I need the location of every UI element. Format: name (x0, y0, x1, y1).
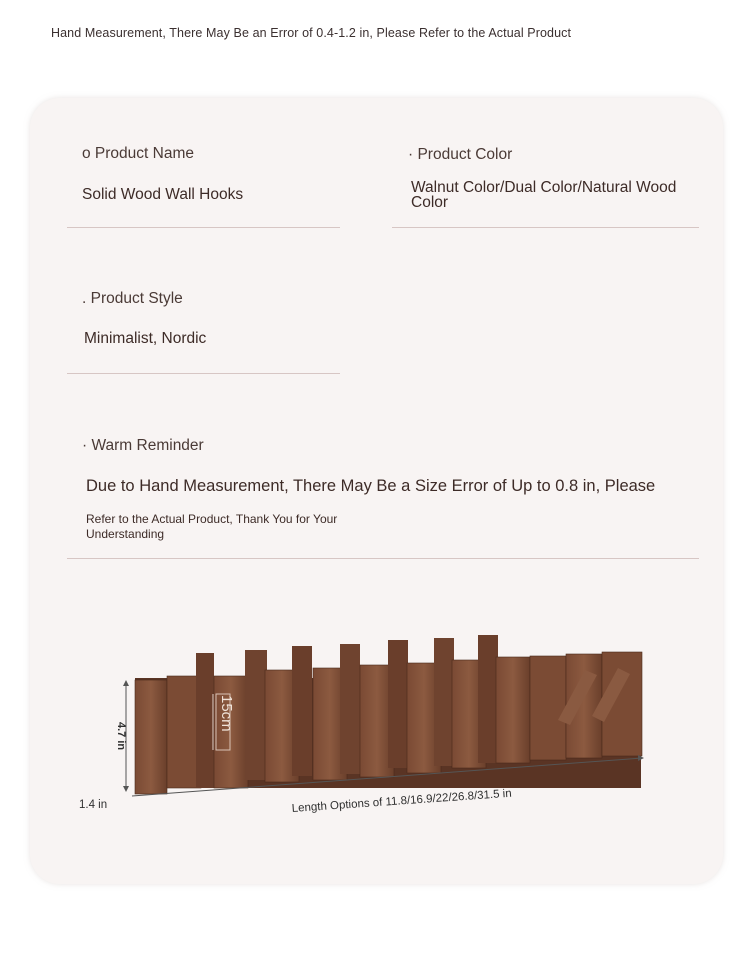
hook-rack (135, 635, 642, 794)
product-color-label: · Product Color (408, 146, 513, 163)
height-label: 4.7 in (115, 722, 127, 751)
length-options-label: Length Options of 11.8/16.9/22/26.8/31.5 in (291, 787, 513, 815)
divider (67, 227, 340, 228)
warm-reminder-subtext: Refer to the Actual Product, Thank You for Your Understanding (86, 512, 338, 541)
warm-reminder-label: · Warm Reminder (82, 437, 204, 454)
divider (67, 558, 699, 559)
hook-length-label: 15cm (218, 695, 235, 732)
depth-label: 1.4 in (79, 799, 108, 811)
product-style-label: . Product Style (82, 290, 183, 307)
warm-reminder-text: Due to Hand Measurement, There May Be a Size Error of Up to 0.8 in, Please (86, 477, 656, 495)
wall-hook-illustration (70, 620, 670, 820)
product-color-value: Walnut Color/Dual Color/Natural Wood Color (411, 179, 677, 211)
divider (392, 227, 699, 228)
product-name-value: Solid Wood Wall Hooks (82, 186, 244, 203)
divider (67, 373, 340, 374)
product-style-value: Minimalist, Nordic (84, 330, 207, 347)
measurement-note: Hand Measurement, There May Be an Error of 0.4-1.2 in, Please Refer to the Actual Product (51, 26, 572, 40)
product-name-label: o Product Name (82, 145, 194, 162)
